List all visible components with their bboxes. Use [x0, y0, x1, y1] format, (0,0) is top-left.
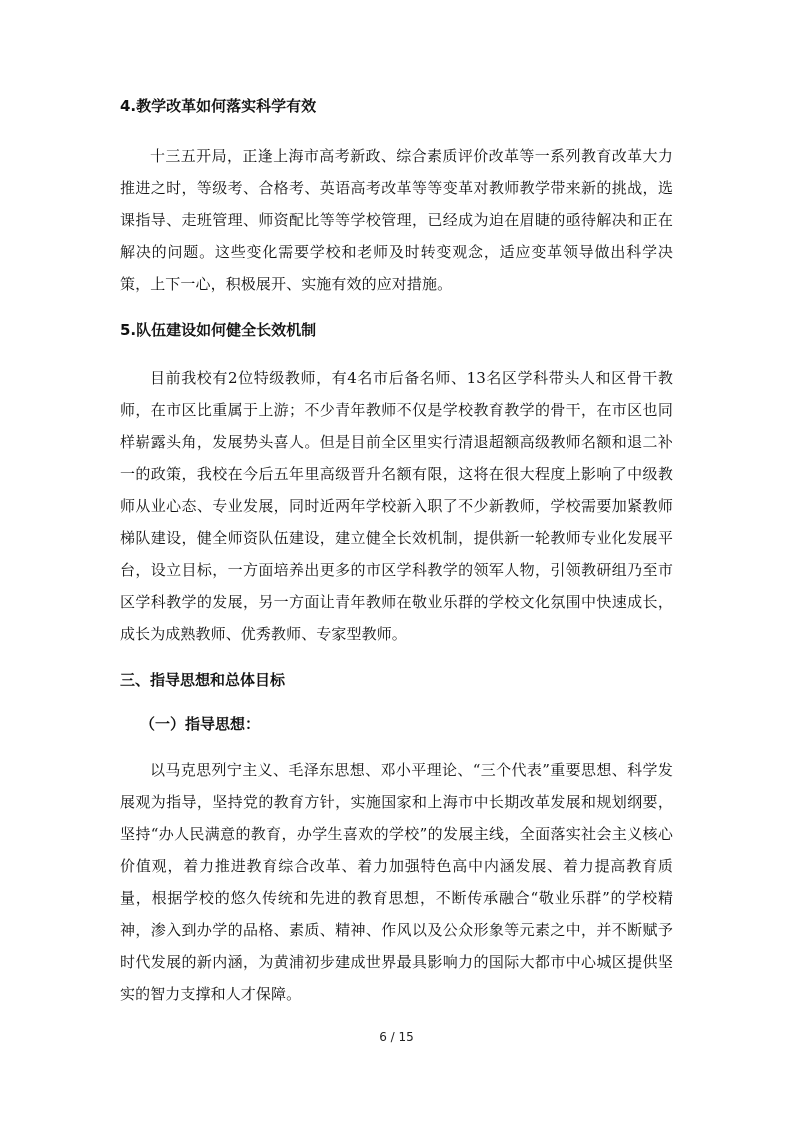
section-4-paragraph: 十三五开局，正逢上海市高考新政、综合素质评价改革等一系列教育改革大力推进之时，等级考、合格考、英语高考改革等等变革对教师教学带来新的挑战，选课指导、走班管理、师资配比等等学校管理，已经成为迫在眉睫的亟待解决和正在解决的问题。这些变化需要学校和老师及时转变观念，适应变革领导做出科学决策，上下一心，积极展开、实施有效的应对措施。	[120, 147, 673, 293]
page-content	[120, 96, 673, 1010]
subsection-1-paragraph: 以马克思列宁主义、毛泽东思想、邓小平理论、“三个代表”重要思想、科学发展观为指导，坚持党的教育方针，实施国家和上海市中长期改革发展和规划纲要，坚持“办人民满意的教育，办学生喜欢的学校”的发展主线，全面落实社会主义核心价值观，着力推进教育综合改革、着力加强特色高中内涵发展、着力提高教育质量，根据学校的悠久传统和先进的教育思想，不断传承融合“敬业乐群”的学校精神，渗入到办学的品格、素质、精神、作风以及公众形象等元素之中，并不断赋予时代发展的新内涵，为黄浦初步建成世界最具影响力的国际大都市中心城区提供坚实的智力支撑和人才保障。	[120, 761, 673, 1003]
section-5-heading: 5.队伍建设如何健全长效机制	[120, 321, 317, 339]
section-5-paragraph: 目前我校有2位特级教师，有4名市后备名师、13名区学科带头人和区骨干教师，在市区比重属于上游；不少青年教师不仅是学校教育教学的骨干，在市区也同样崭露头角，发展势头喜人。但是目前全区里实行清退超额高级教师名额和退二补一的政策，我校在今后五年里高级晋升名额有限，这将在很大程度上影响了中级教师从业心态、专业发展，同时近两年学校新入职了不少新教师，学校需要加紧教师梯队建设，健全师资队伍建设，建立健全长效机制，提供新一轮教师专业化发展平台，设立目标，一方面培养出更多的市区学科教学的领军人物，引领教研组乃至市区学科教学的发展，另一方面让青年教师在敬业乐群的学校文化氛围中快速成长，成长为成熟教师、优秀教师、专家型教师。	[120, 369, 673, 643]
part-3-heading: 三、指导思想和总体目标	[120, 671, 286, 689]
subsection-1-heading: （一）指导思想：	[140, 715, 261, 733]
page-number: 6 / 15	[379, 1030, 414, 1044]
section-4-heading: 4.教学改革如何落实科学有效	[120, 97, 317, 115]
